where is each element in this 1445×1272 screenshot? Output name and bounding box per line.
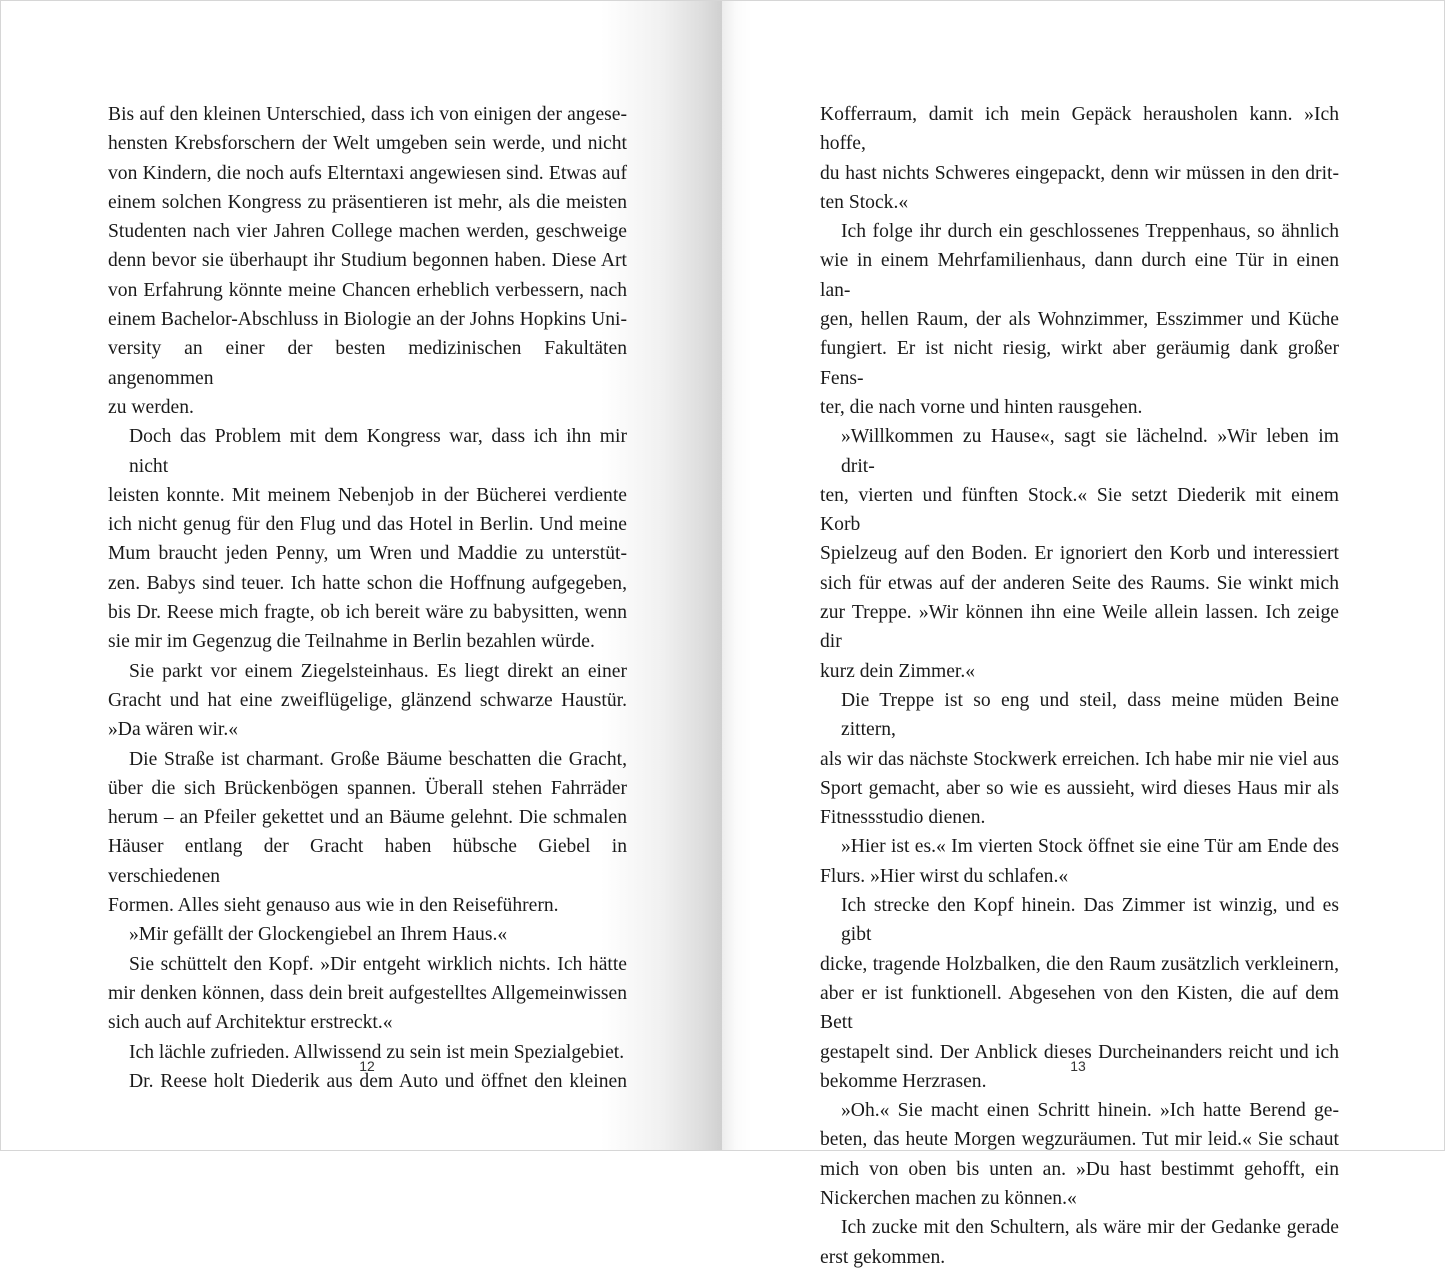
text-line: Ich strecke den Kopf hinein. Das Zimmer ist winzig, und es gibt [841, 895, 1339, 946]
text-line: gen, hellen Raum, der als Wohnzimmer, Esszimmer und Küche [820, 309, 1339, 331]
text-line: Dr. Reese holt Diederik aus dem Auto und öffnet den kleinen [129, 1070, 627, 1092]
right-page [722, 0, 1445, 1268]
text-line: herum – an Pfeiler gekettet und an Bäume gelehnt. Die schmalen [108, 807, 627, 829]
text-line: ten Stock.« [820, 191, 909, 213]
text-line: Ich lächle zufrieden. Allwissend zu sein ist mein Spezialgebiet. [129, 1041, 625, 1063]
text-line: Spielzeug auf den Boden. Er ignoriert den Korb und interessiert [820, 543, 1339, 565]
text-line: denn bevor sie überhaupt ihr Studium begonnen haben. Diese Art [108, 250, 627, 272]
text-line: hensten Krebsforschern der Welt umgeben sein werde, und nicht [108, 133, 627, 155]
text-line: sich für etwas auf der anderen Seite des Raums. Sie winkt mich [820, 572, 1339, 594]
text-line: Gracht und hat eine zweiflügelige, glänzend schwarze Haustür. [108, 689, 627, 711]
right-page-text [820, 100, 1339, 1272]
text-line: beten, das heute Morgen wegzuräumen. Tut mir leid.« Sie schaut [820, 1129, 1339, 1151]
text-line: Die Treppe ist so eng und steil, dass meine müden Beine zittern, [841, 689, 1339, 741]
text-line: gestapelt sind. Der Anblick dieses Durcheinanders reicht und ich [820, 1041, 1339, 1063]
text-line: Ich folge ihr durch ein geschlossenes Treppenhaus, so ähnlich [841, 221, 1339, 243]
text-line: Mum braucht jeden Penny, um Wren und Maddie zu unterstüt- [108, 543, 627, 565]
text-line: Studenten nach vier Jahren College machen werden, geschweige [108, 221, 627, 243]
text-line: von Erfahrung könnte meine Chancen erheblich verbessern, nach [108, 279, 627, 301]
text-line: kurz dein Zimmer.« [820, 660, 976, 682]
text-line: dicke, tragende Holzbalken, die den Raum zusätzlich verkleinern, [820, 953, 1339, 975]
text-line: zu werden. [108, 396, 194, 418]
text-line: von Kindern, die noch aufs Elterntaxi angewiesen sind. Etwas auf [108, 162, 627, 184]
text-line: du hast nichts Schweres eingepackt, denn wir müssen in den drit- [820, 162, 1339, 184]
text-line: leisten konnte. Mit meinem Nebenjob in der Bücherei verdiente [108, 484, 627, 506]
text-line: »Mir gefällt der Glockengiebel an Ihrem Haus.« [129, 924, 508, 946]
text-line: ten, vierten und fünften Stock.« Sie setzt Diederik mit einem Korb [820, 484, 1339, 536]
text-line: Nickerchen machen zu können.« [820, 1187, 1077, 1209]
text-line: Doch das Problem mit dem Kongress war, dass ich ihn mir nicht [129, 426, 627, 477]
text-line: Flurs. »Hier wirst du schlafen.« [820, 865, 1069, 887]
text-line: bis Dr. Reese mich fragte, ob ich bereit wäre zu babysitten, wenn [108, 602, 627, 624]
text-line: sie mir im Gegenzug die Teilnahme in Berlin bezahlen würde. [108, 631, 595, 653]
text-line: Häuser entlang der Gracht haben hübsche Giebel in verschiedenen [108, 836, 627, 887]
text-line: Bis auf den kleinen Unterschied, dass ich von einigen der angese- [108, 104, 627, 125]
text-line: erst gekommen. [820, 1246, 946, 1268]
text-line: sich auch auf Architektur erstreckt.« [108, 1012, 393, 1034]
text-line: versity an einer der besten medizinischen Fakultäten angenommen [108, 338, 627, 389]
text-line: »Willkommen zu Hause«, sagt sie lächelnd. »Wir leben im drit- [841, 426, 1339, 477]
text-line: einem solchen Kongress zu präsentieren ist mehr, als die meisten [108, 191, 627, 213]
text-line: wie in einem Mehrfamilienhaus, dann durch eine Tür in einen lan- [820, 250, 1339, 301]
text-line: Sport gemacht, aber so wie es aussieht, wird dieses Haus mir als [820, 777, 1339, 799]
text-line: »Hier ist es.« Im vierten Stock öffnet sie eine Tür am Ende des [841, 836, 1339, 858]
left-page [0, 0, 722, 1151]
text-line: als wir das nächste Stockwerk erreichen. Ich habe mir nie viel aus [820, 748, 1339, 770]
text-line: »Oh.« Sie macht einen Schritt hinein. »Ich hatte Berend ge- [841, 1100, 1339, 1122]
text-line: fungiert. Er ist nicht riesig, wirkt aber geräumig dank großer Fens- [820, 338, 1339, 389]
text-line: »Da wären wir.« [108, 719, 239, 741]
text-line: ter, die nach vorne und hinten rausgehen. [820, 396, 1143, 418]
text-line: Fitnessstudio dienen. [820, 807, 986, 829]
left-page-text [108, 100, 627, 1096]
left-page-number: 12 [359, 1058, 375, 1074]
right-page-number: 13 [1070, 1058, 1086, 1074]
text-line: mir denken können, dass dein breit aufgestelltes Allgemeinwissen [108, 982, 627, 1004]
text-line: zen. Babys sind teuer. Ich hatte schon die Hoffnung aufgegeben, [108, 572, 627, 594]
text-line: Die Straße ist charmant. Große Bäume beschatten die Gracht, [129, 748, 627, 770]
text-line: Ich zucke mit den Schultern, als wäre mir der Gedanke gerade [841, 1217, 1339, 1239]
text-line: zur Treppe. »Wir können ihn eine Weile allein lassen. Ich zeige dir [820, 602, 1339, 653]
text-line: aber er ist funktionell. Abgesehen von den Kisten, die auf dem Bett [820, 982, 1339, 1034]
text-line: einem Bachelor-Abschluss in Biologie an der Johns Hopkins Uni- [108, 309, 627, 331]
text-line: mich von oben bis unten an. »Du hast bestimmt gehofft, ein [820, 1158, 1339, 1180]
text-line: Formen. Alles sieht genauso aus wie in den Reiseführern. [108, 895, 559, 917]
text-line: Kofferraum, damit ich mein Gepäck herausholen kann. »Ich hoffe, [820, 104, 1339, 155]
text-line: ich nicht genug für den Flug und das Hotel in Berlin. Und meine [108, 514, 627, 536]
text-line: über die sich Brückenbögen spannen. Überall stehen Fahrräder [108, 777, 627, 799]
text-line: Sie parkt vor einem Ziegelsteinhaus. Es liegt direkt an einer [129, 660, 627, 682]
text-line: Sie schüttelt den Kopf. »Dir entgeht wirklich nichts. Ich hätte [129, 953, 627, 975]
text-line: bekomme Herzrasen. [820, 1070, 987, 1092]
